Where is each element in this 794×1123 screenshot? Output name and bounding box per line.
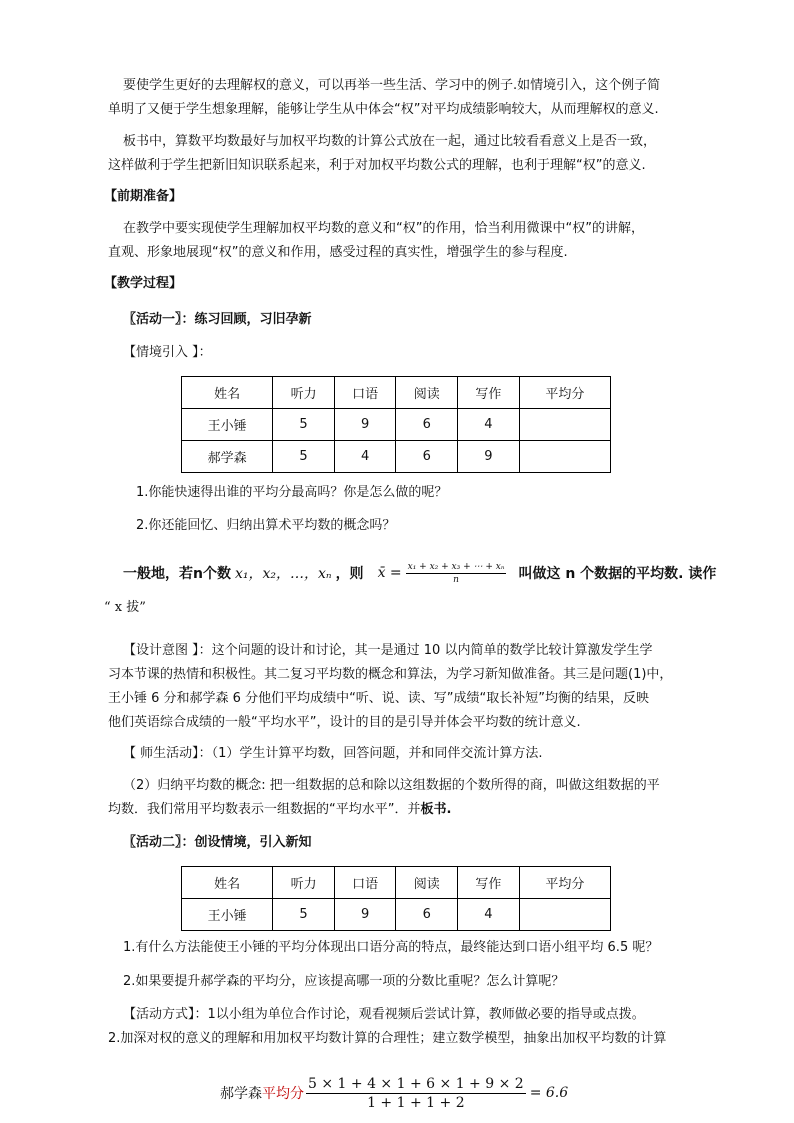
paragraph-3-line-2: 直观、形象地展现“权”的意义和作用，感受过程的真实性，增强学生的参与程度. [108,245,568,260]
paragraph-2-line-2: 这样做利于学生把新旧知识联系起来，利于对加权平均数公式的理解，也利于理解“权”的意义. [108,158,646,173]
paragraph-2-line-1: 板书中，算数平均数最好与加权平均数的计算公式放在一起，通过比较看看意义上是否一致， [123,134,657,149]
variable-list: x₁，x₂，…，xₙ [234,566,332,582]
paragraph-1-line-1: 要使学生更好的去理解权的意义，可以再举一些生活、学习中的例子.如情境引入，这个例子简 [123,78,661,93]
table-header-cell: 阅读 [396,377,458,409]
definition-then: ，则 [335,566,364,582]
summary-line-2-text: 均数．我们常用平均数表示一组数据的“平均水平”．并 [108,802,421,817]
table-cell: 5 [273,409,335,441]
table-cell: 王小锤 [182,409,273,441]
design-intent-line-4: 他们英语综合成绩的一般“平均水平”，设计的目的是引导并体会平均数的统计意义. [108,715,581,730]
table-cell: 5 [273,899,335,931]
score-table-2 [181,866,611,931]
paragraph-1-line-2: 单明了又便于学生想象理解，能够让学生从中体会“权”对平均成绩影响较大，从而理解权的意义. [108,102,659,117]
table-header-cell: 写作 [458,377,520,409]
table-header-cell: 平均分 [519,377,610,409]
table-row [182,899,611,931]
table-cell: 6 [396,441,458,473]
weighted-mean-formula [220,1072,568,1114]
design-intent-line-3: 王小锤 6 分和郝学森 6 分他们平均成绩中“听、说、读、写”成绩“取长补短”均衡的结果，反映 [108,691,650,706]
table-cell: 9 [334,899,396,931]
table-cell [519,409,610,441]
read-as: “ x 拔” [104,600,146,615]
activity-1-title: 〖活动一〗：练习回顾，习旧孕新 [123,312,312,327]
definition-suffix: 叫做这 n 个数据的平均数. 读作 [518,566,717,582]
table-cell [519,899,610,931]
table-cell: 4 [458,899,520,931]
heading-preparation: 【前期准备】 [104,189,183,204]
table-cell: 王小锤 [182,899,273,931]
table-row [182,409,611,441]
formula-numerator: 5 × 1 + 4 × 1 + 6 × 1 + 9 × 2 [308,1075,524,1092]
activity-mode-line-2: 2.加深对权的意义的理解和用加权平均数计算的合理性；建立数学模型，抽象出加权平均数的计算 [108,1031,667,1046]
table-header-cell: 平均分 [519,867,610,899]
board-writing: 板书. [420,802,452,817]
formula-student-name: 郝学森 [220,1086,262,1102]
design-intent-line-1: 【设计意图 】：这个问题的设计和讨论，其一是通过 10 以内简单的数学比较计算激发学生学 [123,643,653,658]
table-cell: 4 [334,441,396,473]
design-intent-line-2: 习本节课的热情和积极性。其二复习平均数的概念和算法，为学习新知做准备。其三是问题(1)中， [108,667,673,682]
activity-mode-line-1: 【活动方式】：1以小组为单位合作讨论，观看视频后尝试计算，教师做必要的指导或点拨。 [123,1007,645,1022]
table-header-cell: 口语 [334,867,396,899]
table-header-cell: 姓名 [182,377,273,409]
mean-fraction-numerator: x₁ + x₂ + x₃ + ⋯ + xₙ [407,561,505,572]
heading-teaching-process: 【教学过程】 [104,276,183,291]
scenario-label: 【情境引入 】： [123,345,212,360]
x-bar-symbol: x̄ = [377,565,402,581]
table-header-cell: 听力 [273,377,335,409]
mean-fraction-denominator: n [453,574,459,585]
paragraph-3-line-1: 在教学中要实现使学生理解加权平均数的意义和“权”的作用，恰当利用微课中“权”的讲解， [123,221,644,236]
mean-fraction [406,562,507,585]
formula-denominator: 1 + 1 + 1 + 2 [367,1094,465,1111]
table-header-row [182,377,611,409]
table-cell: 6 [396,899,458,931]
table-header-cell: 阅读 [396,867,458,899]
question-2: 2.你还能回忆、归纳出算术平均数的概念吗？ [136,518,396,533]
table-cell: 6 [396,409,458,441]
table-cell: 9 [334,409,396,441]
table-cell: 4 [458,409,520,441]
definition-prefix: 一般地，若n个数 [123,566,231,582]
table-header-cell: 听力 [273,867,335,899]
question-1: 1.你能快速得出谁的平均分最高吗？你是怎么做的呢？ [136,485,448,500]
table-header-cell: 写作 [458,867,520,899]
summary-line-1: （2）归纳平均数的概念: 把一组数据的总和除以这组数据的个数所得的商，叫做这组数据的平 [123,778,660,793]
mean-definition [123,556,716,590]
table-header-row [182,867,611,899]
table-cell: 5 [273,441,335,473]
score-table-1 [181,376,611,473]
activity-2-title: 〖活动二〗：创设情境，引入新知 [123,835,312,850]
summary-line-2 [108,799,451,821]
table-cell: 郝学森 [182,441,273,473]
table-cell: 9 [458,441,520,473]
teacher-student-activity: 【 师生活动】：（1）学生计算平均数，回答问题，并和同伴交流计算方法. [123,746,543,761]
table-cell [519,441,610,473]
formula-fraction [306,1076,526,1111]
question-3: 1.有什么方法能使王小锤的平均分体现出口语分高的特点，最终能达到口语小组平均 6.5 呢？ [123,940,659,955]
formula-result: = 6.6 [529,1085,569,1101]
question-4: 2.如果要提升郝学森的平均分，应该提高哪一项的分数比重呢？怎么计算呢？ [123,974,565,989]
table-header-cell: 口语 [334,377,396,409]
table-header-cell: 姓名 [182,867,273,899]
formula-label: 平均分 [262,1086,304,1102]
table-row [182,441,611,473]
